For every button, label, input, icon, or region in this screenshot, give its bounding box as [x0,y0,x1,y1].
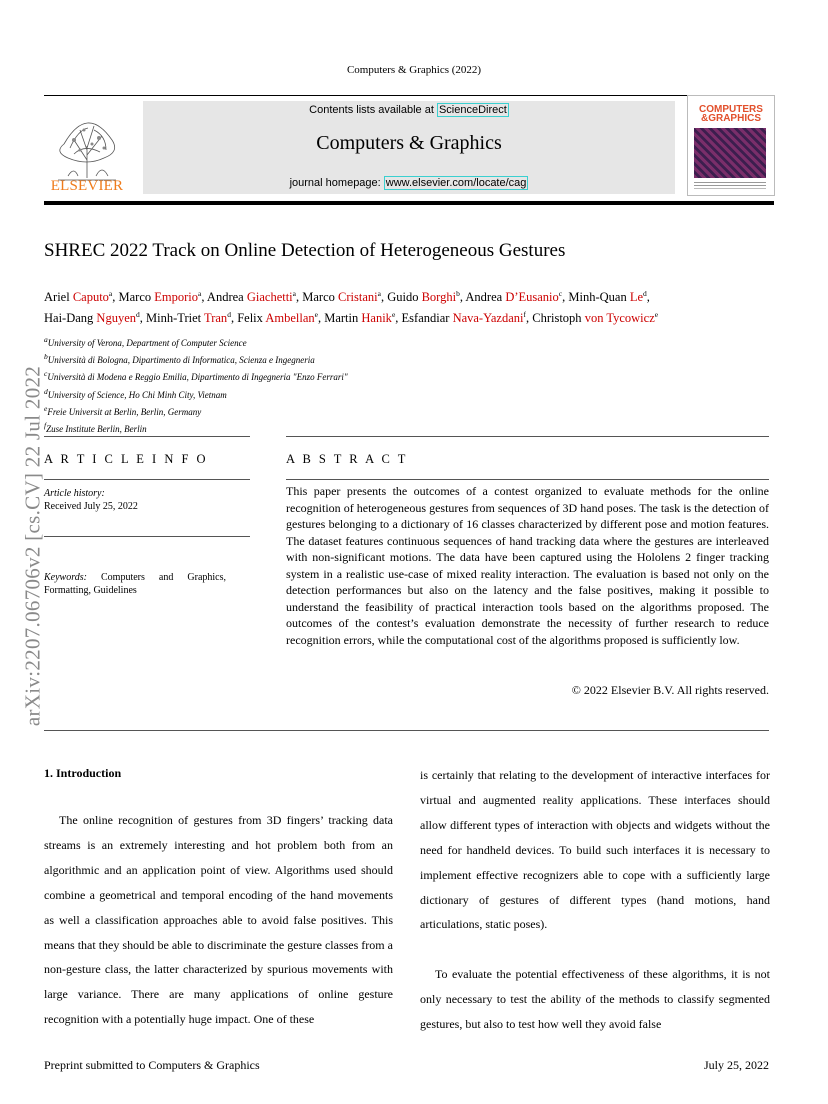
footer-preprint-note: Preprint submitted to Computers & Graphics [44,1058,260,1072]
cover-title-line-2: &GRAPHICS [700,113,761,124]
affiliation [44,385,644,402]
intro-paragraph-1-continued: is certainly that relating to the development of interactive interfaces for virtual and augmented reality applications. These interfaces should allow different types of interaction with objects and widgets without the need for handheld devices. To build such interfaces it is necessary to implement effective recognizers able to cope with a sufficiently large dictionary of gestures of different types (hand motions, hand articulations, static poses). [420,768,770,932]
author [324,311,395,325]
paper-title: SHREC 2022 Track on Online Detection of Heterogeneous Gestures [44,240,566,261]
affiliation-key: a [44,335,48,344]
author [44,311,140,325]
running-head: Computers & Graphics (2022) [346,64,482,76]
author [146,311,231,325]
author-affiliation-mark: a [108,289,113,298]
author [532,311,658,325]
affiliation [44,350,644,367]
cover-title-line-1: COMPUTERS [699,104,763,115]
received-date: Received July 25, 2022 [44,501,138,512]
abstract-heading: A B S T R A C T [286,452,408,466]
author-last-name-link[interactable]: Hanik [361,311,392,326]
author-last-name-link[interactable]: Giachetti [246,290,293,305]
author [302,290,381,304]
article-info-heading: A R T I C L E I N F O [44,452,209,466]
journal-name: Computers & Graphics [316,132,502,154]
copyright-line: © 2022 Elsevier B.V. All rights reserved. [571,683,769,697]
author-list: Ariel Caputo$^a$, Marco Emporio$^a$, Andrea Giachetti$^a$, Marco Cristani$^a$, Guido Borghi$^b$, Andrea D’Eusanio$^c$, Minh-Quan Le$^d$, Hai-Dang Nguyen$^d$, Minh-Triet Tran$^d$, Felix Ambellan$^e$, Martin Hanik$^e$, Esfandiar Nava-Yazdani$^f$, Christoph von Tycowicz$^e$ [44,289,659,326]
author-affiliation-mark: d [643,289,647,298]
author-last-name-link[interactable]: Nava-Yazdani [452,311,524,326]
affiliation [44,402,644,419]
affiliation-text: Università di Modena e Reggio Emilia, Dipartimento di Ingegneria "Enzo Ferrari" [47,372,348,383]
homepage-link[interactable]: www.elsevier.com/locate/cag [385,177,527,189]
author-first-name: Andrea [465,290,506,305]
author-last-name-link[interactable]: Ambellan [265,311,315,326]
intro-right-column [420,763,770,1037]
affiliation-list [44,333,644,436]
author-first-name: Andrea [206,290,247,305]
author-last-name-link[interactable]: Tran [204,311,228,326]
author-last-name-link[interactable]: D’Eusanio [505,290,559,305]
arxiv-stamp [20,306,47,786]
author [207,290,296,304]
section-heading-introduction: 1. Introduction [44,766,122,780]
author [402,311,526,325]
author [44,290,112,304]
affiliation-key: d [44,386,48,396]
author [237,311,318,325]
author [465,290,562,304]
author-first-name: Guido [387,290,422,305]
article-info-top-rule [44,436,250,437]
author-last-name-link[interactable]: Emporio [154,290,199,305]
journal-cover-image [687,95,775,196]
author-affiliation-mark: e [654,310,659,320]
author-first-name: Ariel [44,290,73,305]
author-affiliation-mark: a [377,289,381,298]
intro-paragraph-2: To evaluate the potential effectiveness of these algorithms, it is not only necessary to test the ability of the methods to classify segmented gestures, but also to test how well they avoid false [420,967,770,1032]
article-history-label: Article history: [44,488,105,499]
header-top-rule [44,95,774,96]
elsevier-wordmark: ELSEVIER [50,178,124,194]
article-info-mid-rule [44,479,250,480]
affiliation-text: University of Verona, Department of Computer Science [47,338,247,348]
author-affiliation-mark: a [198,289,202,298]
author-affiliation-mark: e [314,310,318,320]
author-last-name-link[interactable]: Cristani [338,290,378,305]
affiliation [44,367,644,384]
cover-artwork [694,128,766,178]
author-first-name: Felix [237,311,266,326]
author-first-name: Marco [118,290,155,305]
article-history [44,487,250,513]
author-affiliation-mark: b [456,289,460,298]
contents-line [143,104,675,116]
author-first-name: Martin [324,311,362,326]
footer-date: July 25, 2022 [703,1058,769,1072]
affiliation-key: e [44,403,48,413]
keywords [44,571,226,597]
arxiv-stamp-text: arXiv:2207.06706v2 [cs.CV] 22 Jul 2022 [20,365,45,727]
affiliation-text: Freie Universit at Berlin, Berlin, Germany [47,406,202,417]
author [119,290,202,304]
author-last-name-link[interactable]: Borghi [421,290,457,305]
abstract-mid-rule [286,479,769,480]
author-first-name: Hai-Dang [44,311,97,326]
author-last-name-link[interactable]: Le [629,290,644,305]
homepage-line [143,177,675,189]
author-affiliation-mark: f [523,310,526,320]
sciencedirect-link[interactable]: ScienceDirect [438,104,507,116]
contents-prefix: Contents lists available at [309,104,437,116]
paragraph-gap [420,937,770,962]
author-affiliation-mark: d [136,310,140,320]
author-first-name: Christoph [532,311,585,326]
author [387,290,460,304]
affiliation-key: b [44,352,48,362]
keywords-label: Keywords: [44,572,87,583]
affiliation-text: Zuse Institute Berlin, Berlin [46,424,147,435]
author-first-name: Minh-Quan [568,290,630,305]
author-first-name: Esfandiar [401,311,453,326]
affiliation-text: University of Science, Ho Chi Minh City, Vietnam [47,389,227,400]
author-first-name: Marco [302,290,339,305]
affiliation-text: Università di Bologna, Dipartimento di Informatica, Scienza e Ingegneria [47,355,315,366]
cover-title [696,105,766,123]
author-last-name-link[interactable]: Caputo [72,290,109,305]
affiliation [44,419,644,436]
author-affiliation-mark: c [558,289,563,298]
affiliation-key: c [44,369,48,379]
header-bottom-rule [44,201,774,205]
abstract-bottom-rule [44,730,769,731]
author-affiliation-mark: a [292,289,297,298]
keywords-list: Computers and Graphics, Formatting, Guidelines [44,572,226,596]
author-last-name-link[interactable]: Nguyen [96,311,136,326]
affiliation [44,333,644,350]
homepage-prefix: journal homepage: [289,177,384,189]
intro-paragraph-1: The online recognition of gestures from 3D fingers’ tracking data streams is an extremely interesting and hot problem both from an algorithmic and an application point of view. Algorithms used should combine a geometrical and temporal encoding of the hand movements as well a classification approaches able to avoid false positives. This means that they should be able to discriminate the gesture classes from a non-gesture class, the latter characterized by spurious movements with large variance. There are many applications of online gesture recognition with a potentially huge impact. One of these [44,813,393,1027]
affiliation-key: f [44,421,47,431]
cover-text-lines [694,182,766,183]
author [568,290,646,304]
abstract-text: This paper presents the outcomes of a contest organized to evaluate methods for the online recognition of heterogeneous gestures from sequences of 3D hand poses. The task is the detection of gestures belonging to a dictionary of 16 classes characterized by different pose and motion features. The dataset features continuous sequences of hand tracking data where the gestures are interleaved with non-significant motions. The data have been captured using the Hololens 2 finger tracking system in a realistic use-case of mixed reality interaction. The evaluation is based not only on the detection performances but also on the latency and the false positives, making it possible to understand the feasibility of practical interaction tools based on the algorithms proposed. The outcomes of the contest’s evaluation demonstrate the necessity of further research to reduce recognition errors, while the computational cost of the algorithms proposed is sufficiently low. [286,484,769,647]
article-info-keywords-rule [44,536,250,537]
author-last-name-link[interactable]: von Tycowicz [584,311,655,326]
author-first-name: Minh-Triet [146,311,205,326]
author-affiliation-mark: d [227,310,231,320]
author-affiliation-mark: e [391,310,396,320]
abstract-top-rule [286,436,769,437]
